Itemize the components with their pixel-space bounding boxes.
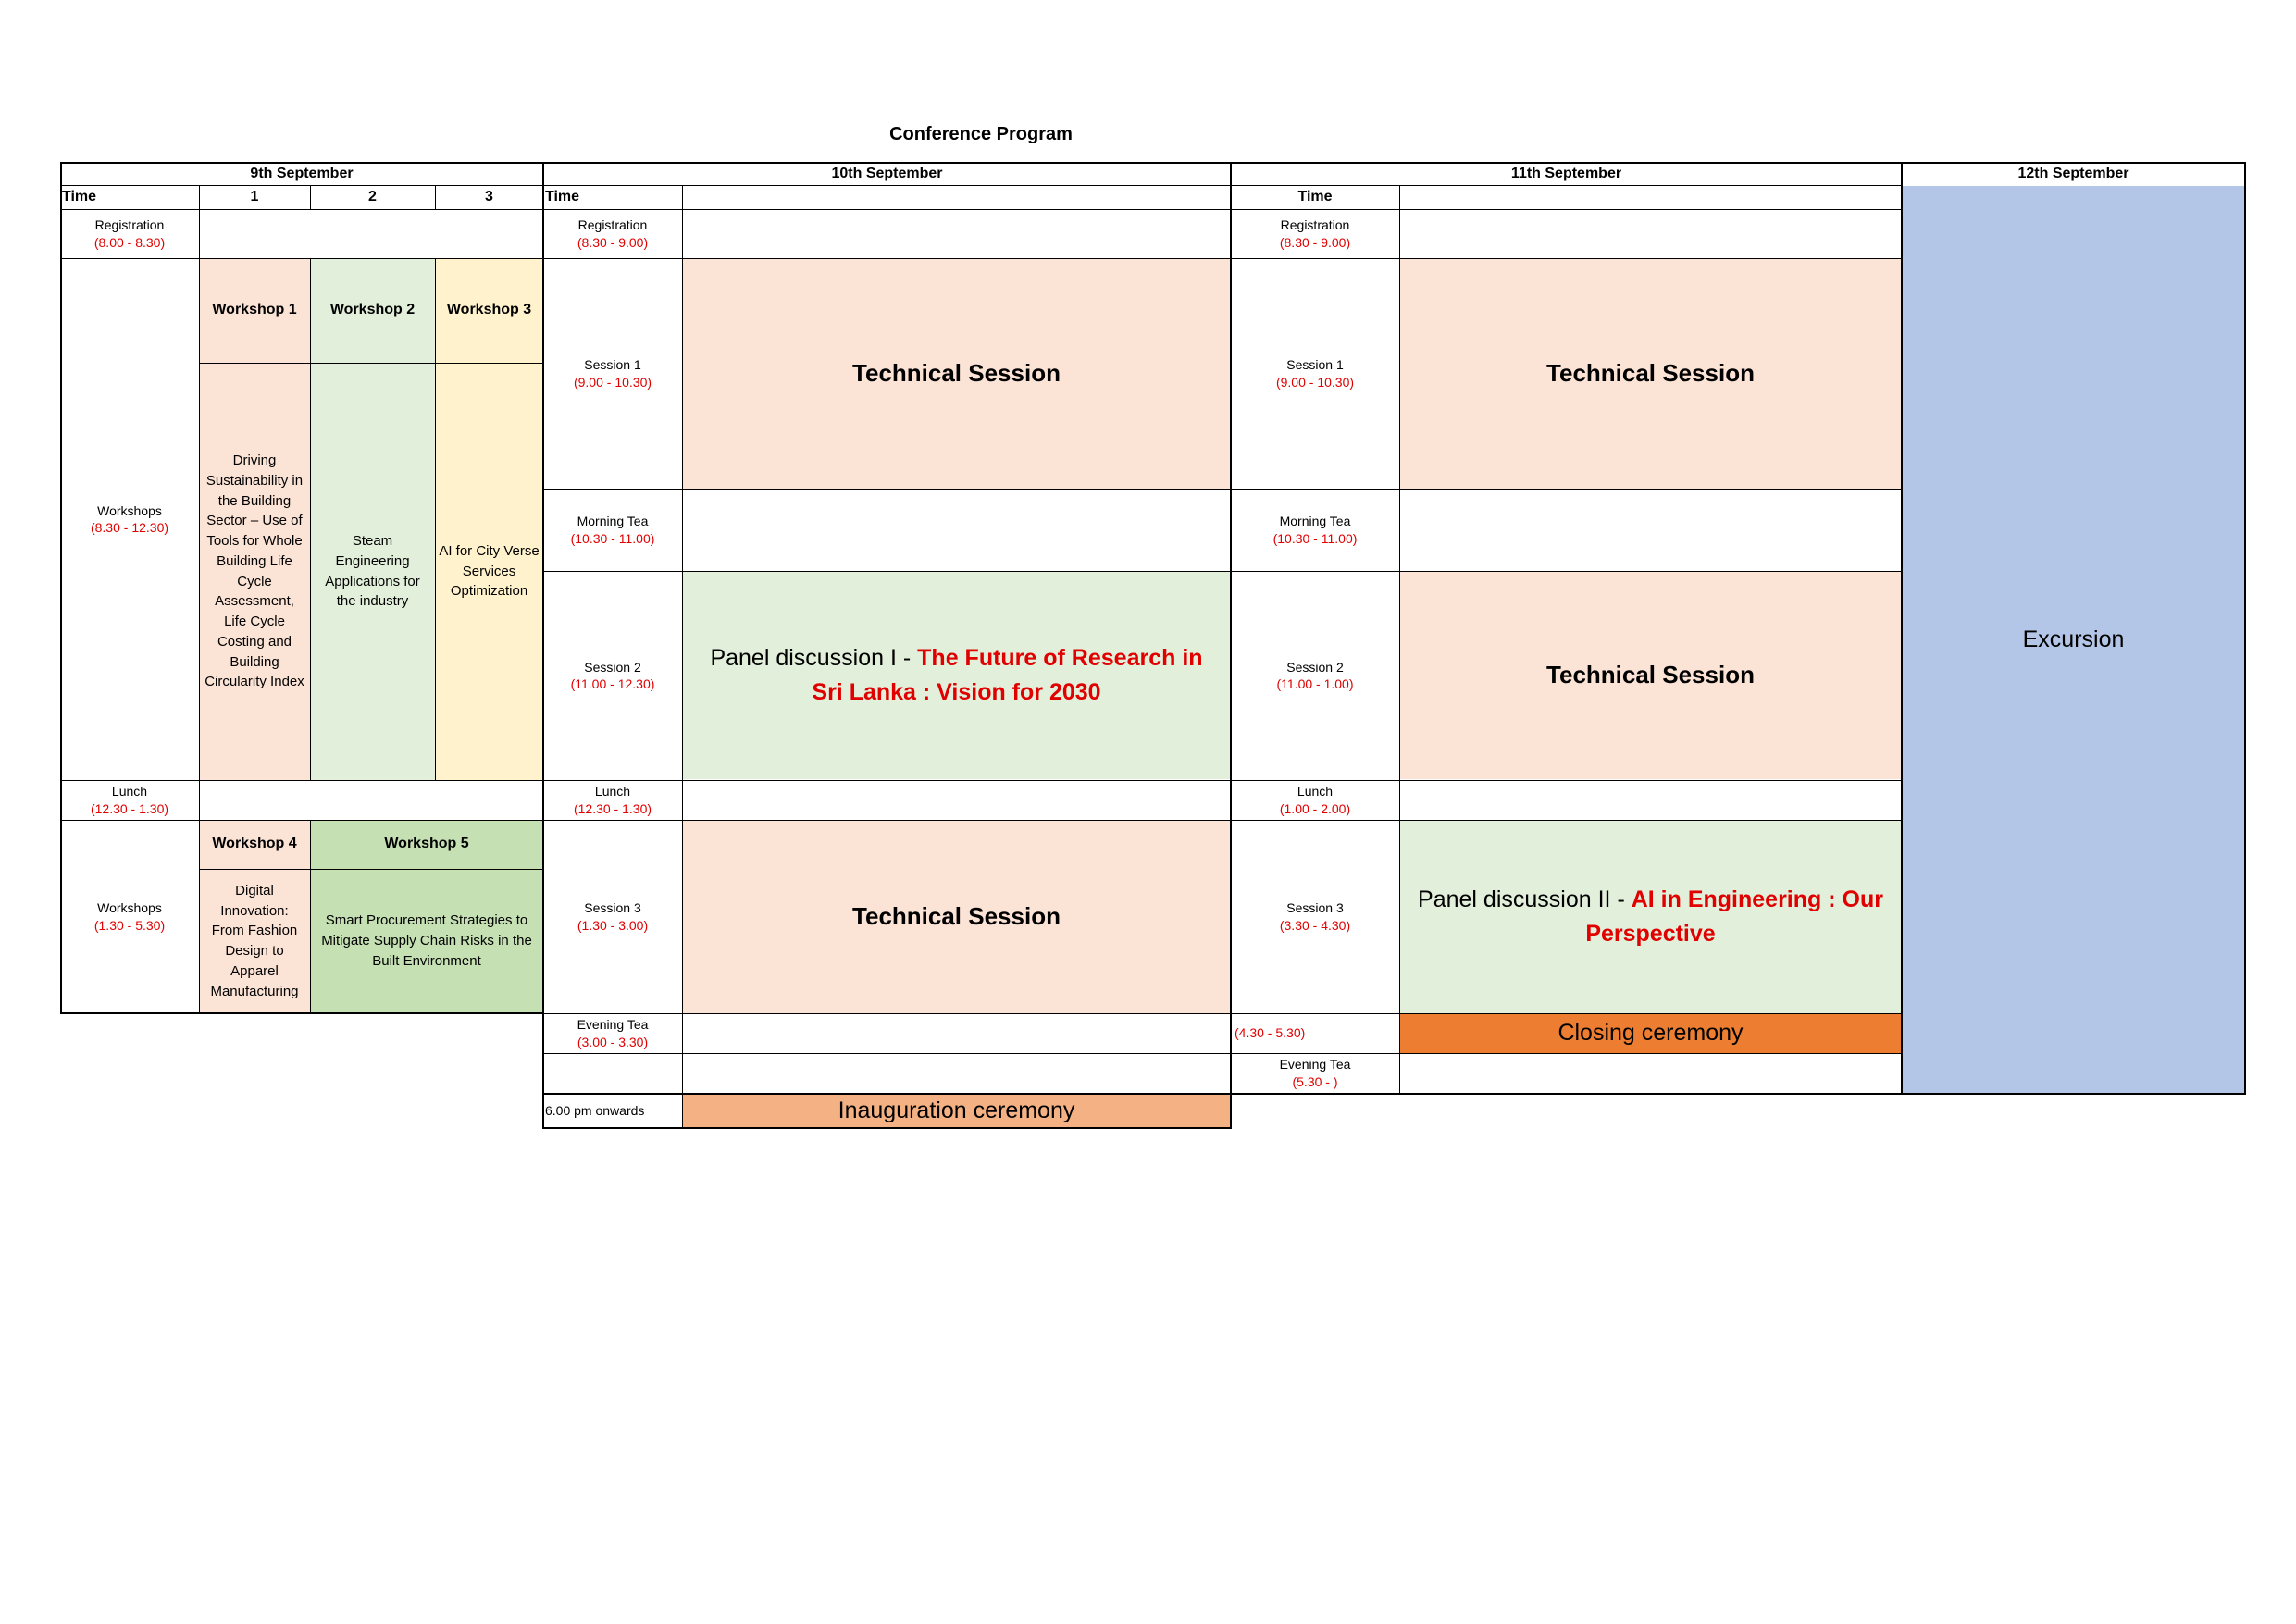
grid-line — [543, 1127, 1232, 1129]
day10-lunch-label: Lunch (12.30 - 1.30) — [573, 784, 652, 816]
workshop4-desc-cell — [199, 869, 310, 1013]
grid-line — [543, 571, 1902, 572]
day11-evening-tea-label: Evening Tea (5.30 - ) — [1279, 1057, 1351, 1089]
day11-session3-content — [1399, 820, 1902, 1013]
day-header-12: 12th September — [2017, 166, 2129, 182]
workshop5-desc: Smart Procurement Strategies to Mitigate Supply Chain Risks in the Built Environment — [321, 912, 532, 969]
time-header-11: Time — [1297, 189, 1333, 205]
grid-line — [199, 869, 543, 870]
col-header-2: 2 — [368, 189, 377, 205]
panel1-prefix: Panel discussion I - — [710, 645, 918, 672]
grid-line — [60, 162, 62, 1014]
workshop4-desc: Digital Innovation: From Fashion Design to Apparel Manufacturing — [210, 882, 299, 999]
grid-line — [2244, 162, 2246, 1095]
grid-line — [60, 209, 1902, 210]
workshop2-desc: Steam Engineering Applications for the industry — [325, 533, 420, 610]
day9-registration-label: Registration (8.00 - 8.30) — [93, 217, 166, 250]
inauguration-ceremony: Inauguration ceremony — [682, 1093, 1231, 1128]
grid-line — [543, 1053, 1902, 1054]
col-header-3: 3 — [485, 189, 493, 205]
workshop1-desc-cell — [199, 363, 310, 780]
col-header-1: 1 — [250, 189, 259, 205]
closing-ceremony: Closing ceremony — [1399, 1013, 1902, 1053]
grid-line — [543, 1093, 2246, 1095]
day10-inauguration-label: 6.00 pm onwards — [545, 1102, 645, 1118]
workshop3-title: Workshop 3 — [446, 302, 532, 318]
day10-session2-content — [682, 571, 1231, 779]
day10-session3-label: Session 3 (1.30 - 3.00) — [577, 900, 649, 933]
workshop2-title-cell — [310, 258, 435, 363]
panel2-prefix: Panel discussion II - — [1418, 886, 1632, 913]
grid-line — [310, 258, 311, 780]
grid-line — [60, 185, 1902, 186]
grid-line — [543, 1013, 1902, 1014]
workshop2-title: Workshop 2 — [329, 302, 416, 318]
day11-lunch-label: Lunch (1.00 - 2.00) — [1279, 784, 1351, 816]
grid-line — [310, 820, 311, 1013]
day11-closing-time: (4.30 - 5.30) — [1235, 1025, 1306, 1041]
day11-session1-label: Session 1 (9.00 - 10.30) — [1275, 357, 1355, 390]
time-header-10: Time — [545, 189, 580, 205]
grid-line — [199, 186, 200, 1014]
grid-line — [60, 258, 1902, 259]
day9-lunch-label: Lunch (12.30 - 1.30) — [90, 784, 169, 816]
workshop3-desc: AI for City Verse Services Optimization — [439, 542, 540, 600]
grid-line — [1399, 186, 1400, 1094]
day10-session1-content: Technical Session — [682, 258, 1231, 489]
workshop3-title-cell — [435, 258, 543, 363]
panel2-title: AI in Engineering : Our Perspective — [1585, 886, 1883, 947]
panel1-title: The Future of Research in Sri Lanka : Vision for 2030 — [812, 645, 1203, 705]
day-header-9: 9th September — [250, 166, 354, 182]
grid-line — [435, 186, 436, 209]
day10-session3-content: Technical Session — [682, 820, 1231, 1013]
workshop2-desc-cell — [310, 363, 435, 780]
day11-session1-content: Technical Session — [1399, 258, 1902, 489]
day10-session2-label: Session 2 (11.00 - 12.30) — [570, 659, 655, 691]
page-title: Conference Program — [889, 124, 1073, 144]
grid-line — [543, 489, 1902, 490]
grid-line — [199, 363, 543, 364]
grid-line — [60, 780, 1902, 781]
day-header-11: 11th September — [1510, 166, 1622, 182]
grid-line — [60, 820, 1902, 821]
workshop5-desc-cell — [310, 869, 543, 1013]
grid-line — [60, 1012, 544, 1014]
day11-morning-tea-label: Morning Tea (10.30 - 11.00) — [1272, 514, 1358, 546]
grid-line — [682, 186, 683, 1128]
day10-evening-tea-label: Evening Tea (3.00 - 3.30) — [577, 1017, 649, 1049]
grid-line — [435, 258, 436, 780]
workshop1-desc: Driving Sustainability in the Building Sector – Use of Tools for Whole Building Life Cycle Assessment, Life Cycle Costing and Building Circularity Index — [205, 452, 304, 690]
workshop3-desc-cell — [435, 363, 543, 780]
workshop5-title: Workshop 5 — [384, 836, 469, 852]
day10-registration-label: Registration (8.30 - 9.00) — [577, 217, 649, 250]
excursion: Excursion — [1902, 186, 2245, 1093]
grid-line — [1901, 162, 1903, 1095]
day10-session1-label: Session 1 (9.00 - 10.30) — [573, 357, 652, 390]
workshop4-title-cell — [199, 820, 310, 869]
day-header-10: 10th September — [831, 166, 943, 182]
day11-session2-label: Session 2 (11.00 - 1.00) — [1276, 659, 1354, 691]
day9-workshops-pm-label: Workshops (1.30 - 5.30) — [93, 900, 166, 933]
grid-line — [60, 162, 2246, 164]
time-header-9: Time — [62, 189, 97, 205]
day9-workshops-am-label: Workshops (8.30 - 12.30) — [90, 502, 169, 535]
day11-session2-content: Technical Session — [1399, 571, 1902, 779]
grid-line — [310, 186, 311, 209]
workshop5-title-cell — [310, 820, 543, 869]
day10-morning-tea-label: Morning Tea (10.30 - 11.00) — [570, 514, 655, 546]
workshop1-title-cell — [199, 258, 310, 363]
day11-session3-label: Session 3 (3.30 - 4.30) — [1279, 900, 1351, 933]
day11-registration-label: Registration (8.30 - 9.00) — [1279, 217, 1351, 250]
grid-line — [542, 162, 544, 1129]
grid-line — [1230, 162, 1232, 1129]
workshop4-title: Workshop 4 — [212, 836, 297, 852]
workshop1-title: Workshop 1 — [212, 302, 297, 318]
